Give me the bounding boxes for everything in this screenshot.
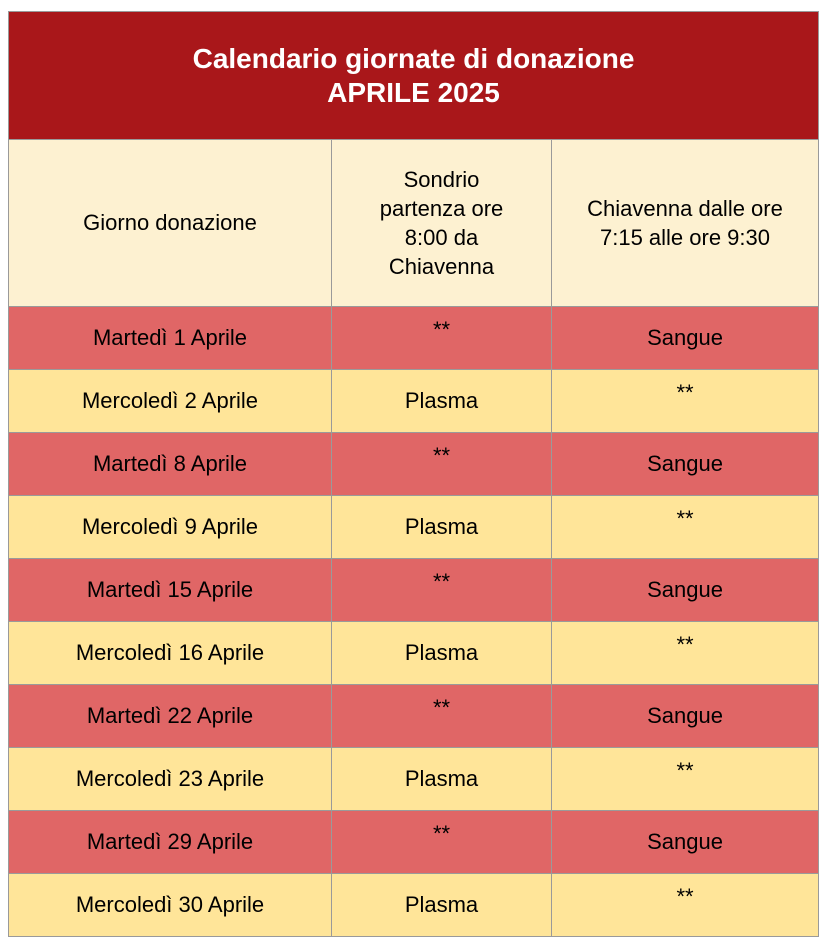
- cell-day-text: Martedì 22 Aprile: [86, 703, 254, 728]
- cell-day: [9, 370, 332, 433]
- table-row: [9, 685, 819, 748]
- cell-chiavenna-text: **: [676, 506, 694, 531]
- cell-day: [9, 874, 332, 937]
- table-row: [9, 874, 819, 937]
- cell-sondrio-text: Plasma: [404, 514, 479, 539]
- header-day: Giorno donazione: [9, 140, 332, 307]
- cell-chiavenna: [552, 496, 819, 559]
- cell-sondrio-text: **: [432, 695, 451, 720]
- cell-day-text: Mercoledì 16 Aprile: [75, 640, 265, 665]
- cell-chiavenna-text: Sangue: [647, 577, 723, 602]
- cell-day-text: Mercoledì 23 Aprile: [75, 766, 265, 791]
- cell-chiavenna-text: **: [676, 632, 694, 657]
- table-row: [9, 370, 819, 433]
- cell-sondrio: [332, 622, 552, 685]
- cell-sondrio-text: Plasma: [404, 766, 479, 791]
- cell-chiavenna: [552, 433, 819, 496]
- cell-day: [9, 307, 332, 370]
- cell-sondrio-text: **: [432, 569, 451, 594]
- cell-chiavenna: [552, 370, 819, 433]
- cell-chiavenna: [552, 811, 819, 874]
- cell-chiavenna: [552, 622, 819, 685]
- table-body: [9, 12, 819, 937]
- cell-sondrio-text: Plasma: [404, 388, 479, 413]
- cell-chiavenna-text: Sangue: [647, 325, 723, 350]
- cell-sondrio-text: **: [432, 443, 451, 468]
- header-chiavenna: Chiavenna dalle ore 7:15 alle ore 9:30: [552, 140, 819, 307]
- cell-sondrio: [332, 433, 552, 496]
- cell-day-text: Martedì 15 Aprile: [86, 577, 254, 602]
- cell-chiavenna-text: **: [676, 884, 694, 909]
- cell-chiavenna-text: **: [676, 758, 694, 783]
- cell-day-text: Mercoledì 2 Aprile: [81, 388, 259, 413]
- cell-chiavenna-text: **: [676, 380, 694, 405]
- table-row: [9, 496, 819, 559]
- cell-day: [9, 811, 332, 874]
- table-row: [9, 811, 819, 874]
- header-sondrio: Sondrio partenza ore 8:00 da Chiavenna: [332, 140, 552, 307]
- cell-sondrio: [332, 559, 552, 622]
- cell-day-text: Mercoledì 9 Aprile: [81, 514, 259, 539]
- cell-chiavenna: [552, 685, 819, 748]
- cell-day-text: Mercoledì 30 Aprile: [75, 892, 265, 917]
- title-row: [9, 12, 819, 140]
- cell-day: [9, 685, 332, 748]
- cell-sondrio: [332, 307, 552, 370]
- cell-chiavenna: [552, 748, 819, 811]
- cell-day-text: Martedì 29 Aprile: [86, 829, 254, 854]
- title-line-1: Calendario giornate di donazione: [192, 42, 635, 74]
- cell-chiavenna-text: Sangue: [647, 451, 723, 476]
- cell-sondrio: [332, 685, 552, 748]
- cell-sondrio-text: Plasma: [404, 892, 479, 917]
- title-line-2: APRILE 2025: [327, 76, 500, 108]
- cell-sondrio: [332, 370, 552, 433]
- cell-day: [9, 559, 332, 622]
- cell-sondrio: [332, 496, 552, 559]
- donation-calendar: [8, 11, 818, 937]
- cell-chiavenna-text: Sangue: [647, 703, 723, 728]
- cell-sondrio: [332, 748, 552, 811]
- cell-sondrio: [332, 811, 552, 874]
- cell-chiavenna: [552, 874, 819, 937]
- table-row: [9, 307, 819, 370]
- table-row: [9, 433, 819, 496]
- header-row: [9, 140, 819, 307]
- table-title: [9, 12, 819, 140]
- cell-day: [9, 496, 332, 559]
- cell-chiavenna-text: Sangue: [647, 829, 723, 854]
- donation-table: [8, 11, 819, 937]
- cell-day: [9, 748, 332, 811]
- cell-day: [9, 433, 332, 496]
- table-row: [9, 559, 819, 622]
- table-row: [9, 748, 819, 811]
- cell-day-text: Martedì 1 Aprile: [92, 325, 248, 350]
- cell-chiavenna: [552, 559, 819, 622]
- cell-day-text: Martedì 8 Aprile: [92, 451, 248, 476]
- table-row: [9, 622, 819, 685]
- cell-chiavenna: [552, 307, 819, 370]
- cell-sondrio: [332, 874, 552, 937]
- cell-sondrio-text: **: [432, 821, 451, 846]
- cell-sondrio-text: **: [432, 317, 451, 342]
- cell-day: [9, 622, 332, 685]
- cell-sondrio-text: Plasma: [404, 640, 479, 665]
